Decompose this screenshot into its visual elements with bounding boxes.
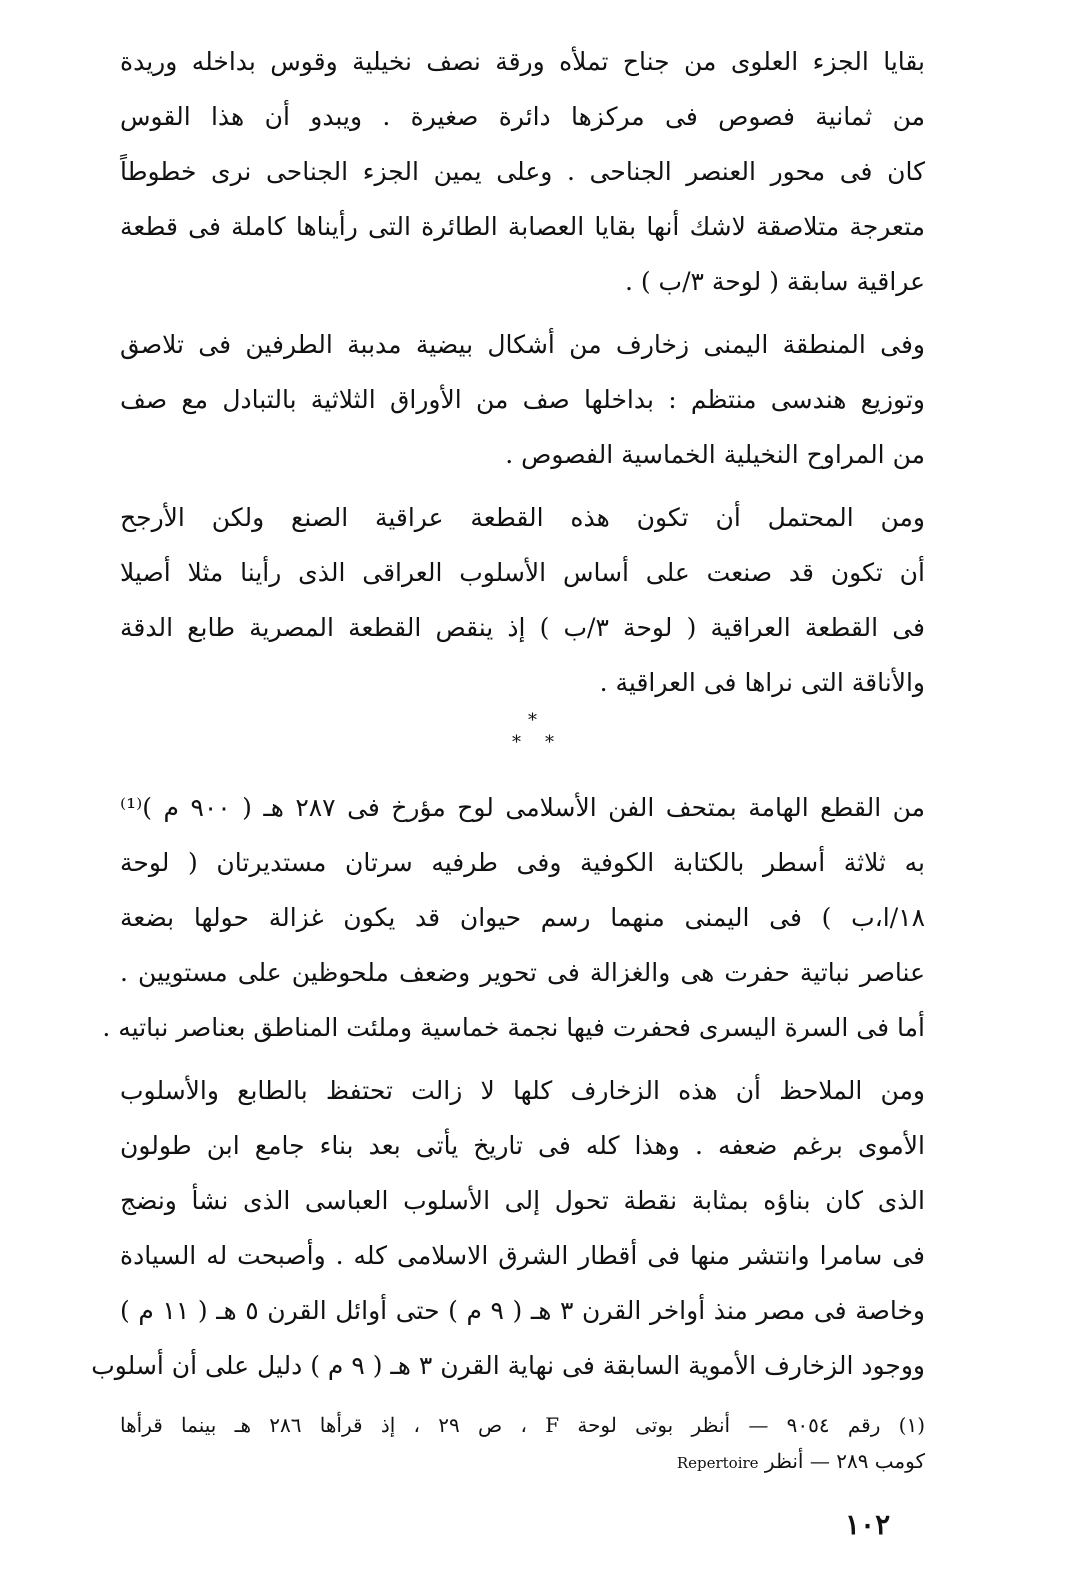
- book-page: [91, 34, 926, 1564]
- paragraph-2: [120, 317, 925, 482]
- text-line: ومن المحتمل أن تكون هذه القطعة عراقية الصنع ولكن الأرجح: [120, 503, 925, 532]
- text-line: كان فى محور العنصر الجناحى . وعلى يمين الجزء الجناحى نرى خطوطاً: [120, 157, 925, 186]
- text-line: الأموى برغم ضعفه . وهذا كله فى تاريخ يأتى بعد بناء جامع ابن طولون: [120, 1131, 925, 1160]
- paragraph-5: [91, 1063, 925, 1393]
- text-line: ومن الملاحظ أن هذه الزخارف كلها لا زالت تحتفظ بالطابع والأسلوب: [120, 1076, 925, 1105]
- separator-star: *: [528, 710, 537, 731]
- text-line: عراقية سابقة ( لوحة ٣/ب ) .: [624, 267, 925, 296]
- text-line: من القطع الهامة بمتحف الفن الأسلامى لوح مؤرخ فى ٢٨٧ هـ ( ٩٠٠ م )⁽¹⁾: [120, 793, 926, 822]
- text-line: وفى المنطقة اليمنى زخارف من أشكال بيضية مدببة الطرفين فى تلاصق: [120, 330, 925, 359]
- footnote-line: [120, 1443, 925, 1479]
- text-line: به ثلاثة أسطر بالكتابة الكوفية وفى طرفيه سرتان مستديرتان ( لوحة: [120, 848, 925, 877]
- paragraph-3: [120, 490, 925, 710]
- text-line: من ثمانية فصوص فى مركزها دائرة صغيرة . ويبدو أن هذا القوس: [120, 102, 925, 131]
- text-line: أن تكون قد صنعت على أساس الأسلوب العراقى الذى رأينا مثلا أصيلا: [120, 558, 925, 587]
- text-line: عناصر نباتية حفرت هى والغزالة فى تحوير وضعف ملحوظين على مستويين .: [120, 958, 925, 987]
- paragraph-4: [102, 780, 926, 1055]
- footnote-line: (١) رقم ٩٠٥٤ — أنظر بوتى لوحة F ، ص ٢٩ ، إذ قرأها ٢٨٦ هـ بينما قرأها: [120, 1413, 925, 1437]
- text-line: والأناقة التى نراها فى العراقية .: [599, 668, 925, 697]
- text-line: وتوزيع هندسى منتظم : بداخلها صف من الأوراق الثلاثية بالتبادل مع صف: [120, 385, 925, 414]
- page-number: ١٠٢: [845, 1508, 891, 1541]
- paragraph-1: [120, 34, 925, 309]
- text-line: متعرجة متلاصقة لاشك أنها بقايا العصابة الطائرة التى رأيناها كاملة فى قطعة: [120, 212, 925, 241]
- text-line: فى سامرا وانتشر منها فى أقطار الشرق الاسلامى كله . وأصبحت له السيادة: [120, 1241, 925, 1270]
- text-line: ووجود الزخارف الأموية السابقة فى نهاية القرن ٣ هـ ( ٩ م ) دليل على أن أسلوب: [91, 1351, 925, 1380]
- text-line: أما فى السرة اليسرى فحفرت فيها نجمة خماسية وملئت المناطق بعناصر نباتيه .: [102, 1013, 925, 1042]
- text-line: من المراوح النخيلية الخماسية الفصوص .: [505, 440, 925, 469]
- footnote-text: كومب ٢٨٩ — أنظر: [764, 1449, 925, 1473]
- separator-star: *: [512, 732, 521, 753]
- separator-star: *: [545, 732, 554, 753]
- text-line: بقايا الجزء العلوى من جناح تملأه ورقة نصف نخيلية وقوس بداخله وريدة: [120, 47, 925, 76]
- footnote-latin-text: Repertoire: [676, 1454, 759, 1472]
- text-line: فى القطعة العراقية ( لوحة ٣/ب ) إذ ينقص القطعة المصرية طابع الدقة: [120, 613, 926, 642]
- footnote: [120, 1407, 925, 1479]
- text-line: وخاصة فى مصر منذ أواخر القرن ٣ هـ ( ٩ م ) حتى أوائل القرن ٥ هـ ( ١١ م ): [120, 1296, 925, 1325]
- text-line: ١٨/ا،ب ) فى اليمنى منهما رسم حيوان قد يكون غزالة حولها بضعة: [120, 903, 925, 932]
- text-line: الذى كان بناؤه بمثابة نقطة تحول إلى الأسلوب العباسى الذى نشأ ونضج: [120, 1186, 925, 1215]
- section-separator: [120, 710, 925, 780]
